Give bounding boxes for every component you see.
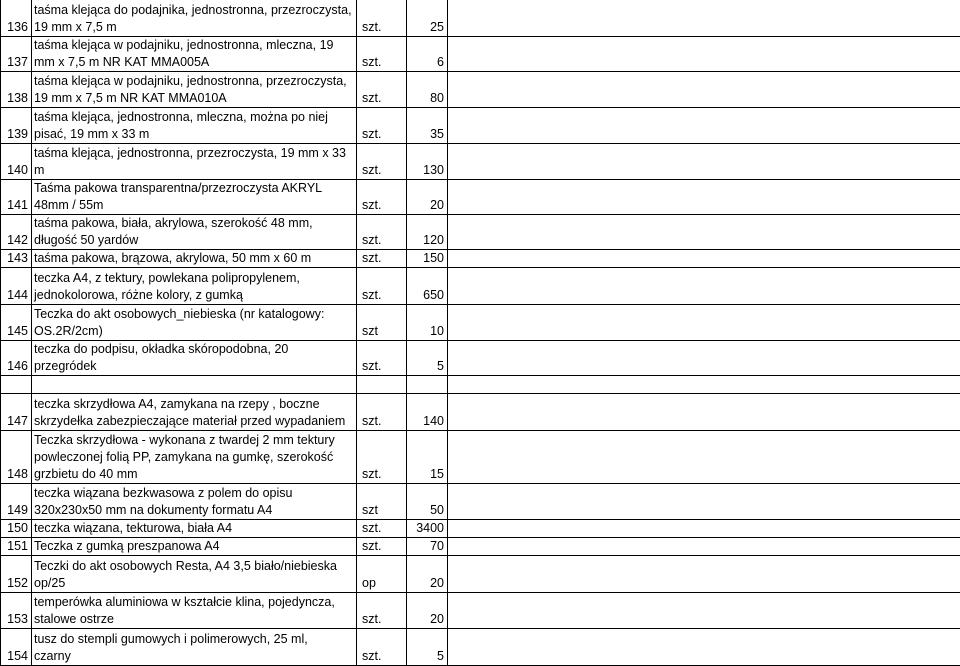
empty-cell [448,538,960,556]
item-quantity: 140 [407,394,448,431]
item-unit: szt. [357,593,407,629]
item-name: Teczki do akt osobowych Resta, A4 3,5 biało/niebieska op/25 [32,556,357,593]
item-unit: szt. [357,431,407,484]
table-row [1,538,960,556]
item-name: taśma pakowa, biała, akrylowa, szerokość 48 mm, długość 50 yardów [32,215,357,250]
table-row [1,268,960,305]
table-row [1,37,960,72]
row-number: 142 [1,215,32,250]
row-number: 147 [1,394,32,431]
row-number: 153 [1,593,32,629]
item-quantity: 5 [407,629,448,666]
empty-cell [448,394,960,431]
table-row [1,305,960,341]
item-quantity: 15 [407,431,448,484]
row-number: 150 [1,520,32,538]
item-name: taśma klejąca, jednostronna, przezroczysta, 19 mm x 33 m [32,144,357,180]
row-number: 148 [1,431,32,484]
empty-cell [448,37,960,72]
row-number [1,376,32,394]
item-quantity: 10 [407,305,448,341]
item-name: taśma klejąca do podajnika, jednostronna, przezroczysta, 19 mm x 7,5 m [32,0,357,37]
item-unit: szt. [357,520,407,538]
item-name: teczka do podpisu, okładka skóropodobna, 20 przegródek [32,341,357,376]
row-number: 139 [1,108,32,144]
empty-cell [448,215,960,250]
row-number: 149 [1,484,32,520]
table-row [1,394,960,431]
item-unit: szt. [357,215,407,250]
item-quantity: 3400 [407,520,448,538]
item-name [32,376,357,394]
empty-cell [448,341,960,376]
empty-cell [448,108,960,144]
row-number: 138 [1,72,32,108]
row-number: 151 [1,538,32,556]
item-unit: szt. [357,72,407,108]
item-unit: szt. [357,250,407,268]
item-name: teczka wiązana, tekturowa, biała A4 [32,520,357,538]
item-name: taśma pakowa, brązowa, akrylowa, 50 mm x 60 m [32,250,357,268]
empty-cell [448,629,960,666]
item-name: taśma klejąca w podajniku, jednostronna, przezroczysta, 19 mm x 7,5 m NR KAT MMA010A [32,72,357,108]
table-row-blank [1,376,960,394]
item-unit: szt. [357,108,407,144]
item-unit: szt. [357,144,407,180]
row-number: 152 [1,556,32,593]
row-number: 146 [1,341,32,376]
item-name: teczka skrzydłowa A4, zamykana na rzepy , boczne skrzydełka zabezpieczające materiał przed wypadaniem [32,394,357,431]
item-unit: szt. [357,394,407,431]
empty-cell [448,376,960,394]
item-unit: szt [357,305,407,341]
item-quantity: 25 [407,0,448,37]
item-quantity: 70 [407,538,448,556]
item-quantity: 130 [407,144,448,180]
item-unit: szt. [357,268,407,305]
item-quantity: 35 [407,108,448,144]
table-row [1,250,960,268]
row-number: 141 [1,180,32,215]
empty-cell [448,556,960,593]
table-row [1,520,960,538]
item-name: Taśma pakowa transparentna/przezroczysta AKRYL 48mm / 55m [32,180,357,215]
item-quantity: 120 [407,215,448,250]
item-unit: szt. [357,0,407,37]
table-row [1,629,960,666]
item-quantity: 50 [407,484,448,520]
item-name: Teczka z gumką preszpanowa A4 [32,538,357,556]
row-number: 145 [1,305,32,341]
item-unit: szt. [357,341,407,376]
table-row [1,108,960,144]
row-number: 154 [1,629,32,666]
item-name: teczka wiązana bezkwasowa z polem do opisu 320x230x50 mm na dokumenty formatu A4 [32,484,357,520]
item-unit: szt. [357,629,407,666]
empty-cell [448,144,960,180]
table-row [1,180,960,215]
empty-cell [448,305,960,341]
item-quantity: 6 [407,37,448,72]
empty-cell [448,250,960,268]
item-quantity: 20 [407,180,448,215]
item-unit [357,376,407,394]
empty-cell [448,593,960,629]
item-unit: szt. [357,538,407,556]
item-name: Teczka do akt osobowych_niebieska (nr katalogowy: OS.2R/2cm) [32,305,357,341]
table-row [1,215,960,250]
item-quantity: 20 [407,593,448,629]
item-unit: szt [357,484,407,520]
table-row [1,72,960,108]
item-name: Teczka skrzydłowa - wykonana z twardej 2 mm tektury powleczonej folią PP, zamykana na gumkę, szerokość grzbietu do 40 mm [32,431,357,484]
item-quantity: 150 [407,250,448,268]
row-number: 140 [1,144,32,180]
item-name: temperówka aluminiowa w kształcie klina, pojedyncza, stalowe ostrze [32,593,357,629]
item-unit: szt. [357,180,407,215]
empty-cell [448,180,960,215]
empty-cell [448,431,960,484]
table-row [1,144,960,180]
item-quantity: 5 [407,341,448,376]
row-number: 137 [1,37,32,72]
item-unit: op [357,556,407,593]
empty-cell [448,484,960,520]
table-row [1,431,960,484]
table-row [1,556,960,593]
item-name: taśma klejąca, jednostronna, mleczna, można po niej pisać, 19 mm x 33 m [32,108,357,144]
item-quantity: 20 [407,556,448,593]
item-quantity: 80 [407,72,448,108]
item-unit: szt. [357,37,407,72]
table-row [1,341,960,376]
item-quantity: 650 [407,268,448,305]
item-name: tusz do stempli gumowych i polimerowych, 25 ml, czarny [32,629,357,666]
row-number: 143 [1,250,32,268]
empty-cell [448,520,960,538]
table-row [1,484,960,520]
row-number: 136 [1,0,32,37]
item-name: teczka A4, z tektury, powlekana polipropylenem, jednokolorowa, różne kolory, z gumką [32,268,357,305]
row-number: 144 [1,268,32,305]
item-quantity [407,376,448,394]
table-row [1,593,960,629]
empty-cell [448,268,960,305]
table-row [1,0,960,37]
empty-cell [448,72,960,108]
item-name: taśma klejąca w podajniku, jednostronna, mleczna, 19 mm x 7,5 m NR KAT MMA005A [32,37,357,72]
empty-cell [448,0,960,37]
